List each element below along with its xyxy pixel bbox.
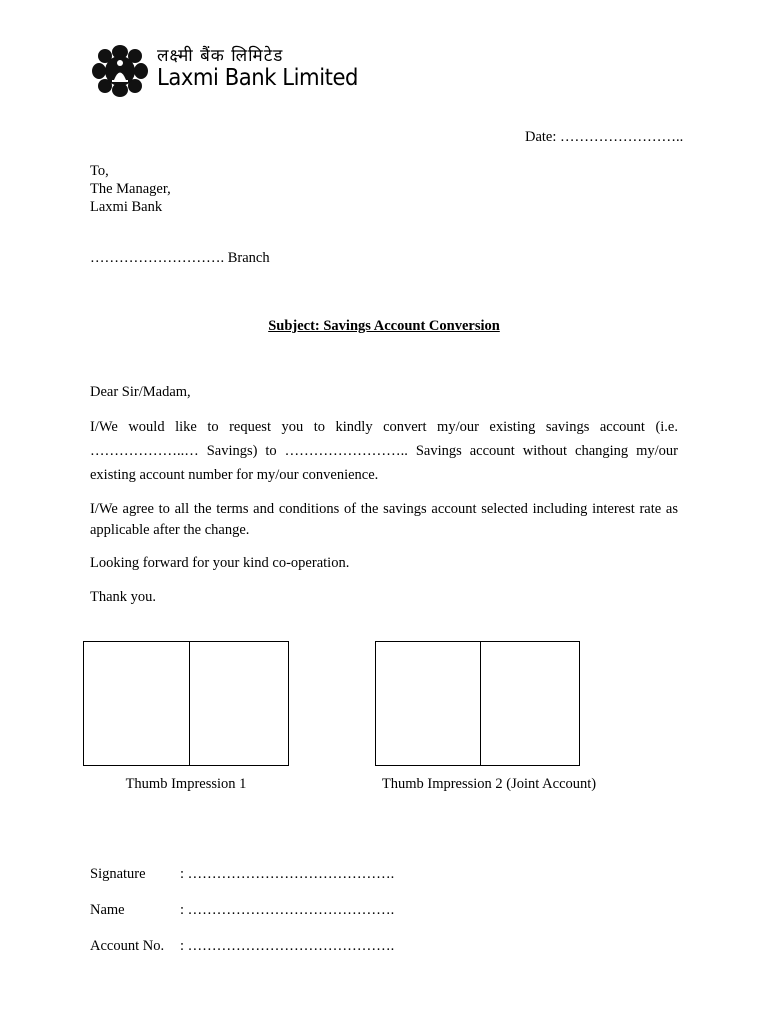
request-text-mid: Savings) to — [206, 443, 277, 459]
paragraph-thanks: Thank you. — [90, 589, 157, 605]
subject-line: Subject: Savings Account Conversion — [268, 318, 500, 334]
date-label: Date: — [525, 129, 557, 145]
thumb-box-divider — [189, 642, 190, 765]
address-bank: Laxmi Bank — [90, 199, 163, 215]
thumb-label-1: Thumb Impression 1 — [125, 776, 247, 792]
request-text-end: Savings account without changing my/our existing account number for my/our convenience. — [90, 443, 678, 483]
name-label: Name — [90, 902, 125, 918]
account-number-blank[interactable]: : ……………………………………. — [180, 938, 395, 954]
thumb-label-2: Thumb Impression 2 (Joint Account) — [381, 776, 597, 792]
branch-word: Branch — [227, 250, 270, 266]
signature-blank[interactable]: : ……………………………………. — [180, 866, 395, 882]
address-manager: The Manager, — [90, 181, 171, 197]
current-account-type-blank[interactable]: ………………..… — [90, 443, 199, 459]
date-blank[interactable]: …………………….. — [560, 129, 684, 145]
address-to: To, — [90, 163, 109, 179]
signature-label: Signature — [90, 866, 146, 882]
account-number-label: Account No. — [90, 938, 165, 954]
thumb-impression-box-2[interactable] — [375, 641, 580, 766]
bank-name: Laxmi Bank Limited — [157, 65, 359, 91]
new-account-type-blank[interactable]: …………………….. — [284, 443, 408, 459]
name-blank[interactable]: : ……………………………………. — [180, 902, 395, 918]
thumb-box-divider — [480, 642, 481, 765]
request-text-start: I/We would like to request you to kindly convert my/our existing savings account (i.e. — [90, 419, 678, 435]
date-line — [525, 127, 683, 147]
thumb-impression-box-1[interactable] — [83, 641, 289, 766]
paragraph-terms: I/We agree to all the terms and conditions of the savings account selected including interest rate as applicable after the change. — [90, 501, 678, 538]
paragraph-request — [90, 415, 678, 487]
branch-line — [90, 248, 270, 268]
paragraph-cooperation: Looking forward for your kind co-operation. — [90, 555, 350, 571]
branch-blank[interactable]: ………………………. — [90, 250, 225, 266]
bank-logo-icon — [92, 45, 148, 97]
bank-name-hindi: लक्ष्मी बैंक लिमिटेड — [157, 46, 284, 66]
salutation: Dear Sir/Madam, — [90, 384, 191, 400]
